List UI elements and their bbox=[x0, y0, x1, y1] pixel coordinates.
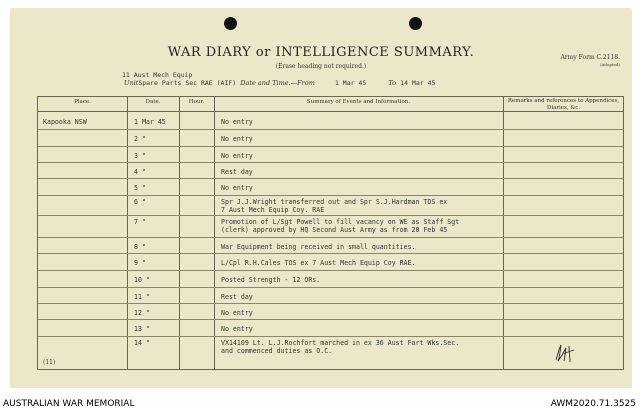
entry-summary-line: No entry bbox=[221, 309, 253, 317]
entry-summary-line: No entry bbox=[221, 325, 253, 333]
row-divider bbox=[38, 287, 623, 288]
column-divider bbox=[179, 97, 180, 369]
entry-summary-line: War Equipment being received in small quantities. bbox=[221, 243, 416, 251]
entry-place: Kapooka NSW bbox=[43, 118, 87, 126]
army-form-label: Army Form C.2118. bbox=[560, 54, 620, 61]
row-divider bbox=[38, 162, 623, 163]
entry-summary-line: Posted Strength - 12 ORs. bbox=[221, 276, 321, 284]
entry-date: 5 " bbox=[134, 184, 146, 192]
army-form-adopted: (Adopted) bbox=[599, 62, 620, 67]
row-divider bbox=[38, 178, 623, 179]
row-divider bbox=[38, 270, 623, 271]
entry-date: 13 " bbox=[134, 325, 150, 333]
column-divider bbox=[503, 97, 504, 369]
row-divider bbox=[38, 336, 623, 337]
punch-hole-right bbox=[409, 17, 422, 30]
entry-summary-line: (clerk) approved by HQ Second Aust Army as from 20 Feb 45 bbox=[221, 226, 448, 234]
column-header-place: Place. bbox=[74, 99, 91, 105]
archive-reference: AWM2020.71.3525 bbox=[550, 399, 636, 409]
unit-label: Unit bbox=[124, 79, 139, 87]
row-divider bbox=[38, 215, 623, 216]
form-subtitle: (Erase heading not required.) bbox=[275, 63, 367, 70]
entry-date: 11 " bbox=[134, 293, 150, 301]
column-header-hour: Hour. bbox=[188, 99, 205, 105]
row-divider bbox=[38, 319, 623, 320]
entry-date: 9 " bbox=[134, 259, 146, 267]
row-divider bbox=[38, 303, 623, 304]
entry-date: 14 " bbox=[134, 339, 150, 347]
entry-summary-line: L/Cpl R.H.Cales TOS ex 7 Aust Mech Equip Coy RAE. bbox=[221, 259, 416, 267]
date-to: 14 Mar 45 bbox=[400, 79, 436, 87]
entry-summary-line: No entry bbox=[221, 118, 253, 126]
punch-hole-left bbox=[224, 17, 237, 30]
date-label: Date and Time.—From bbox=[240, 79, 315, 87]
entry-date: 8 " bbox=[134, 243, 146, 251]
date-to-label: To bbox=[388, 79, 397, 87]
entry-date: 7 " bbox=[134, 218, 146, 226]
entry-summary-line: and commenced duties as O.C. bbox=[221, 347, 333, 355]
army-form-number bbox=[560, 54, 620, 68]
archive-name: AUSTRALIAN WAR MEMORIAL bbox=[3, 399, 135, 409]
column-divider bbox=[214, 97, 215, 369]
entry-summary-line: VX14109 Lt. L.J.Rochfort marched in ex 36 Aust Fort Wks.Sec. bbox=[221, 339, 460, 347]
initials-signature bbox=[552, 342, 578, 364]
entry-summary-line: No entry bbox=[221, 184, 253, 192]
form-title: WAR DIARY or INTELLIGENCE SUMMARY. bbox=[167, 45, 475, 60]
unit-date-row bbox=[124, 79, 435, 87]
date-from: 1 Mar 45 bbox=[334, 79, 367, 87]
entry-summary-line: Rest day bbox=[221, 168, 253, 176]
diary-table bbox=[37, 96, 624, 370]
entry-date: 2 " bbox=[134, 135, 146, 143]
row-divider bbox=[38, 237, 623, 238]
page-mark: (11) bbox=[43, 359, 56, 366]
row-divider bbox=[38, 129, 623, 130]
column-header-remarks: Remarks and references to Appendices, Diaries, &c. bbox=[507, 98, 620, 111]
column-header-summary: Summary of Events and Information. bbox=[306, 99, 411, 105]
unit-name-line2: Spare Parts Sec RAE (AIF) bbox=[138, 79, 237, 87]
row-divider bbox=[38, 253, 623, 254]
image-footer bbox=[0, 397, 640, 411]
entry-date: 1 Mar 45 bbox=[134, 118, 166, 126]
entry-date: 3 " bbox=[134, 152, 146, 160]
entry-summary-line: No entry bbox=[221, 152, 253, 160]
column-header-date: Date. bbox=[145, 99, 161, 105]
entry-summary-line: Promotion of L/Sgt Powell to fill vacancy on WE as Staff Sgt bbox=[221, 218, 460, 226]
entry-summary-line: Spr J.J.Wright transferred out and Spr S.J.Hardman TOS ex bbox=[221, 198, 448, 206]
row-divider bbox=[38, 195, 623, 196]
entry-summary-line: Rest day bbox=[221, 293, 253, 301]
entry-summary-line: No entry bbox=[221, 135, 253, 143]
entry-date: 12 " bbox=[134, 309, 150, 317]
entry-date: 6 " bbox=[134, 198, 146, 206]
entry-date: 10 " bbox=[134, 276, 150, 284]
unit-name-line1: 11 Aust Mech Equip bbox=[122, 71, 193, 79]
entry-summary-line: 7 Aust Mech Equip Coy. RAE bbox=[221, 206, 325, 214]
war-diary-form bbox=[10, 8, 632, 388]
entry-date: 4 " bbox=[134, 168, 146, 176]
row-divider bbox=[38, 146, 623, 147]
column-divider bbox=[127, 97, 128, 369]
